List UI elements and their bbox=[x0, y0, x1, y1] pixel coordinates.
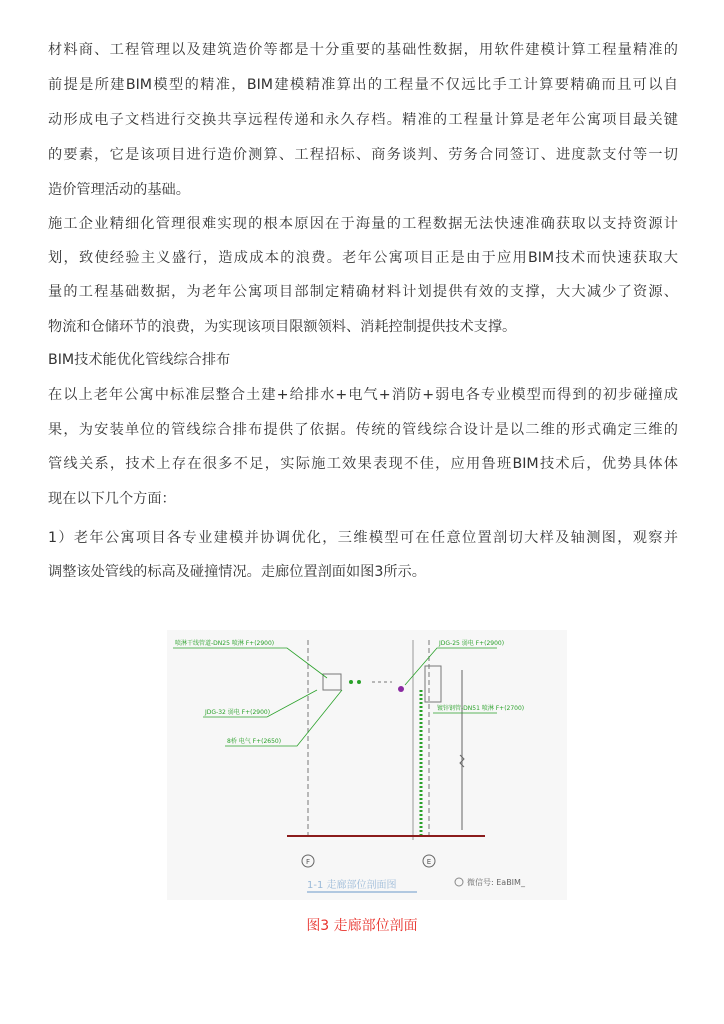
pipe-dot bbox=[357, 680, 361, 684]
pipe-dot bbox=[349, 680, 353, 684]
text-line: 前提是所建BIM模型的精准，BIM建模精准算出的工程量不仅远比手工计算要精确而且可以自 bbox=[48, 77, 678, 93]
text-line: 物流和仓储环节的浪费，为实现该项目限额领料、消耗控制提供技术支撑。 bbox=[48, 319, 517, 335]
text-line: 划，致使经验主义盛行，造成成本的浪费。老年公寓项目正是由于应用BIM技术而快速获取大 bbox=[48, 250, 678, 266]
label-top-left: 喷淋干线管道-DN25 喷淋 F+(2900) bbox=[175, 640, 275, 647]
label-top-right: JDG-25 弱电 F+(2900) bbox=[439, 640, 505, 647]
text-line: 材料商、工程管理以及建筑造价等都是十分重要的基础性数据，用软件建模计算工程量精准的 bbox=[48, 42, 678, 58]
text-line: 1）老年公寓项目各专业建模并协调优化，三维模型可在任意位置剖切大样及轴测图，观察并 bbox=[48, 530, 678, 546]
figure-caption: 图3 走廊部位剖面 bbox=[306, 918, 418, 934]
label-mid-left: JDG-32 弱电 F+(2900) bbox=[205, 709, 271, 716]
text-line: 量的工程基础数据，为老年公寓项目部制定精确材料计划提供有效的支撑，大大减少了资源、 bbox=[48, 284, 678, 300]
label-mid-right: 镀锌钢管-DN51 喷淋 F+(2700) bbox=[437, 705, 525, 712]
text-line: 的要素，它是该项目进行造价测算、工程招标、商务谈判、劳务合同签订、进度款支付等一切 bbox=[48, 147, 678, 163]
text-line: 管线关系，技术上存在很多不足，实际施工效果表现不佳，应用鲁班BIM技术后，优势具体体 bbox=[48, 456, 678, 472]
text-line: 果，为安装单位的管线综合排布提供了依据。传统的管线综合设计是以二维的形式确定三维的 bbox=[48, 422, 678, 438]
axis-f-label: F bbox=[305, 858, 311, 866]
axis-e-label: E bbox=[426, 858, 432, 866]
pipe-dot-purple bbox=[398, 686, 404, 692]
drawing-background bbox=[167, 630, 567, 900]
cad-drawing bbox=[167, 630, 567, 900]
section-heading: BIM技术能优化管线综合排布 bbox=[48, 352, 231, 368]
watermark-text: 微信号: EaBIM_ bbox=[467, 878, 525, 887]
drawing-title: 1-1 走廊部位剖面图 bbox=[307, 880, 397, 891]
text-line: 现在以下几个方面： bbox=[48, 491, 176, 507]
label-low-left: 8桥 电气 F+(2650) bbox=[227, 738, 282, 745]
text-line: 动形成电子文档进行交换共享远程传递和永久存档。精准的工程量计算是老年公寓项目最关键 bbox=[48, 112, 678, 128]
text-line: 造价管理活动的基础。 bbox=[48, 182, 190, 198]
text-line: 在以上老年公寓中标准层整合土建+给排水+电气+消防+弱电各专业模型而得到的初步碰撞成 bbox=[48, 387, 678, 403]
text-line: 施工企业精细化管理很难实现的根本原因在于海量的工程数据无法快速准确获取以支持资源计 bbox=[48, 216, 678, 232]
text-line: 调整该处管线的标高及碰撞情况。走廊位置剖面如图3所示。 bbox=[48, 564, 426, 580]
corridor-section-figure bbox=[167, 630, 567, 900]
